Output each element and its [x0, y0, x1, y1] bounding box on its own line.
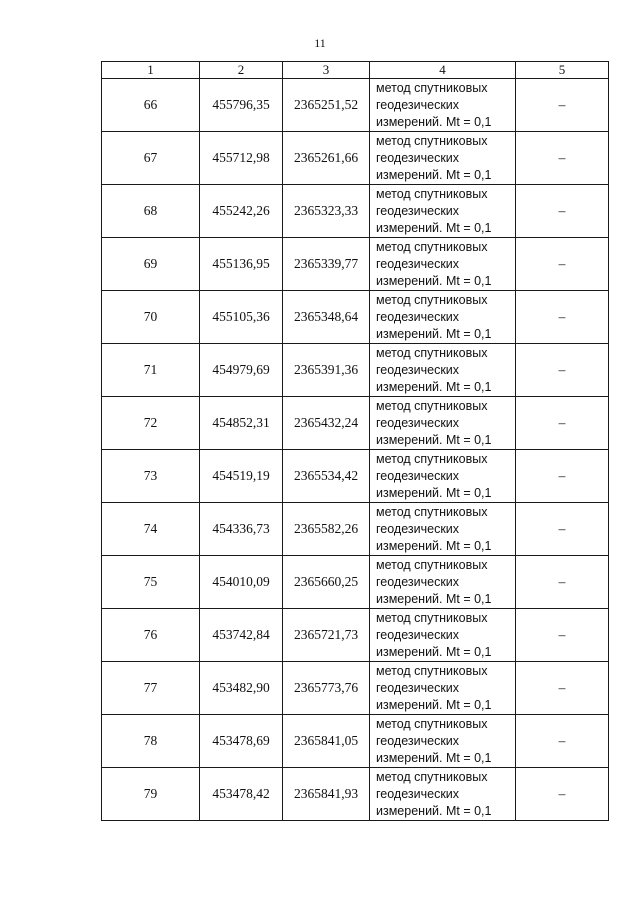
- point-number: 77: [102, 662, 200, 715]
- method-line: измерений. Mt = 0,1: [376, 432, 492, 447]
- point-number: 70: [102, 291, 200, 344]
- method-cell: [370, 132, 516, 185]
- coordinate-x: 455136,95: [200, 238, 283, 291]
- method-line: геодезических: [376, 574, 460, 589]
- table-row: [102, 715, 609, 768]
- coordinate-y: 2365582,26: [283, 503, 370, 556]
- coordinate-x: 453482,90: [200, 662, 283, 715]
- note-cell: –: [516, 503, 609, 556]
- method-line: измерений. Mt = 0,1: [376, 697, 492, 712]
- page-number: 11: [314, 36, 326, 50]
- coordinate-y: 2365841,05: [283, 715, 370, 768]
- method-line: метод спутниковых: [376, 345, 488, 360]
- method-cell: [370, 185, 516, 238]
- method-cell: [370, 291, 516, 344]
- header-col-1: 1: [102, 62, 200, 79]
- point-number: 76: [102, 609, 200, 662]
- header-col-2: 2: [200, 62, 283, 79]
- method-line: измерений. Mt = 0,1: [376, 538, 492, 553]
- point-number: 79: [102, 768, 200, 821]
- table-row: [102, 450, 609, 503]
- method-line: метод спутниковых: [376, 769, 488, 784]
- method-cell: [370, 768, 516, 821]
- note-cell: –: [516, 238, 609, 291]
- method-line: метод спутниковых: [376, 610, 488, 625]
- note-cell: –: [516, 291, 609, 344]
- method-cell: [370, 715, 516, 768]
- note-cell: –: [516, 79, 609, 132]
- method-line: метод спутниковых: [376, 557, 488, 572]
- point-number: 66: [102, 79, 200, 132]
- note-cell: –: [516, 185, 609, 238]
- point-number: 67: [102, 132, 200, 185]
- coordinate-y: 2365339,77: [283, 238, 370, 291]
- note-cell: –: [516, 609, 609, 662]
- coordinate-y: 2365660,25: [283, 556, 370, 609]
- note-cell: –: [516, 768, 609, 821]
- method-line: измерений. Mt = 0,1: [376, 750, 492, 765]
- point-number: 68: [102, 185, 200, 238]
- coordinate-y: 2365773,76: [283, 662, 370, 715]
- method-line: измерений. Mt = 0,1: [376, 326, 492, 341]
- table-row: [102, 132, 609, 185]
- method-line: измерений. Mt = 0,1: [376, 220, 492, 235]
- note-cell: –: [516, 556, 609, 609]
- coordinates-table: [101, 61, 609, 821]
- method-line: метод спутниковых: [376, 451, 488, 466]
- note-cell: –: [516, 132, 609, 185]
- coordinate-x: 455796,35: [200, 79, 283, 132]
- point-number: 74: [102, 503, 200, 556]
- coordinate-x: 454010,09: [200, 556, 283, 609]
- method-cell: [370, 344, 516, 397]
- method-line: метод спутниковых: [376, 398, 488, 413]
- coordinate-x: 455105,36: [200, 291, 283, 344]
- method-line: метод спутниковых: [376, 133, 488, 148]
- method-line: геодезических: [376, 521, 460, 536]
- method-line: геодезических: [376, 680, 460, 695]
- coordinate-y: 2365251,52: [283, 79, 370, 132]
- method-line: геодезических: [376, 362, 460, 377]
- coordinate-y: 2365323,33: [283, 185, 370, 238]
- method-line: геодезических: [376, 150, 460, 165]
- method-line: геодезических: [376, 203, 460, 218]
- coordinate-y: 2365348,64: [283, 291, 370, 344]
- table-body: [102, 79, 609, 821]
- method-line: метод спутниковых: [376, 663, 488, 678]
- method-cell: [370, 503, 516, 556]
- coordinate-x: 454336,73: [200, 503, 283, 556]
- method-line: метод спутниковых: [376, 239, 488, 254]
- coordinate-x: 453478,42: [200, 768, 283, 821]
- coordinate-x: 455712,98: [200, 132, 283, 185]
- method-cell: [370, 662, 516, 715]
- method-line: измерений. Mt = 0,1: [376, 379, 492, 394]
- point-number: 75: [102, 556, 200, 609]
- header-row: [102, 62, 609, 79]
- method-line: геодезических: [376, 786, 460, 801]
- method-line: измерений. Mt = 0,1: [376, 485, 492, 500]
- point-number: 78: [102, 715, 200, 768]
- method-line: измерений. Mt = 0,1: [376, 273, 492, 288]
- method-cell: [370, 79, 516, 132]
- table-row: [102, 503, 609, 556]
- note-cell: –: [516, 397, 609, 450]
- method-line: геодезических: [376, 256, 460, 271]
- method-line: метод спутниковых: [376, 186, 488, 201]
- method-line: измерений. Mt = 0,1: [376, 591, 492, 606]
- method-line: измерений. Mt = 0,1: [376, 644, 492, 659]
- table-row: [102, 662, 609, 715]
- coordinate-x: 453478,69: [200, 715, 283, 768]
- note-cell: –: [516, 450, 609, 503]
- method-line: геодезических: [376, 627, 460, 642]
- method-line: геодезических: [376, 468, 460, 483]
- coordinate-x: 455242,26: [200, 185, 283, 238]
- table-row: [102, 768, 609, 821]
- method-line: метод спутниковых: [376, 716, 488, 731]
- method-cell: [370, 609, 516, 662]
- coordinate-x: 453742,84: [200, 609, 283, 662]
- point-number: 72: [102, 397, 200, 450]
- note-cell: –: [516, 662, 609, 715]
- method-line: метод спутниковых: [376, 292, 488, 307]
- header-col-5: 5: [516, 62, 609, 79]
- method-line: геодезических: [376, 733, 460, 748]
- note-cell: –: [516, 344, 609, 397]
- method-cell: [370, 397, 516, 450]
- method-line: измерений. Mt = 0,1: [376, 114, 492, 129]
- table-row: [102, 291, 609, 344]
- table-row: [102, 397, 609, 450]
- coordinate-y: 2365261,66: [283, 132, 370, 185]
- header-col-3: 3: [283, 62, 370, 79]
- point-number: 73: [102, 450, 200, 503]
- header-col-4: 4: [370, 62, 516, 79]
- method-line: метод спутниковых: [376, 504, 488, 519]
- method-line: геодезических: [376, 309, 460, 324]
- table-row: [102, 556, 609, 609]
- coordinate-y: 2365841,93: [283, 768, 370, 821]
- method-line: измерений. Mt = 0,1: [376, 167, 492, 182]
- note-cell: –: [516, 715, 609, 768]
- coordinate-x: 454852,31: [200, 397, 283, 450]
- coordinate-y: 2365391,36: [283, 344, 370, 397]
- coordinate-y: 2365721,73: [283, 609, 370, 662]
- method-line: геодезических: [376, 97, 460, 112]
- coordinate-x: 454979,69: [200, 344, 283, 397]
- method-line: геодезических: [376, 415, 460, 430]
- method-cell: [370, 556, 516, 609]
- point-number: 69: [102, 238, 200, 291]
- coordinate-y: 2365534,42: [283, 450, 370, 503]
- point-number: 71: [102, 344, 200, 397]
- method-cell: [370, 450, 516, 503]
- table-row: [102, 238, 609, 291]
- table-row: [102, 344, 609, 397]
- table-row: [102, 609, 609, 662]
- table-row: [102, 185, 609, 238]
- coordinate-x: 454519,19: [200, 450, 283, 503]
- method-cell: [370, 238, 516, 291]
- table-row: [102, 79, 609, 132]
- method-line: измерений. Mt = 0,1: [376, 803, 492, 818]
- method-line: метод спутниковых: [376, 80, 488, 95]
- coordinate-y: 2365432,24: [283, 397, 370, 450]
